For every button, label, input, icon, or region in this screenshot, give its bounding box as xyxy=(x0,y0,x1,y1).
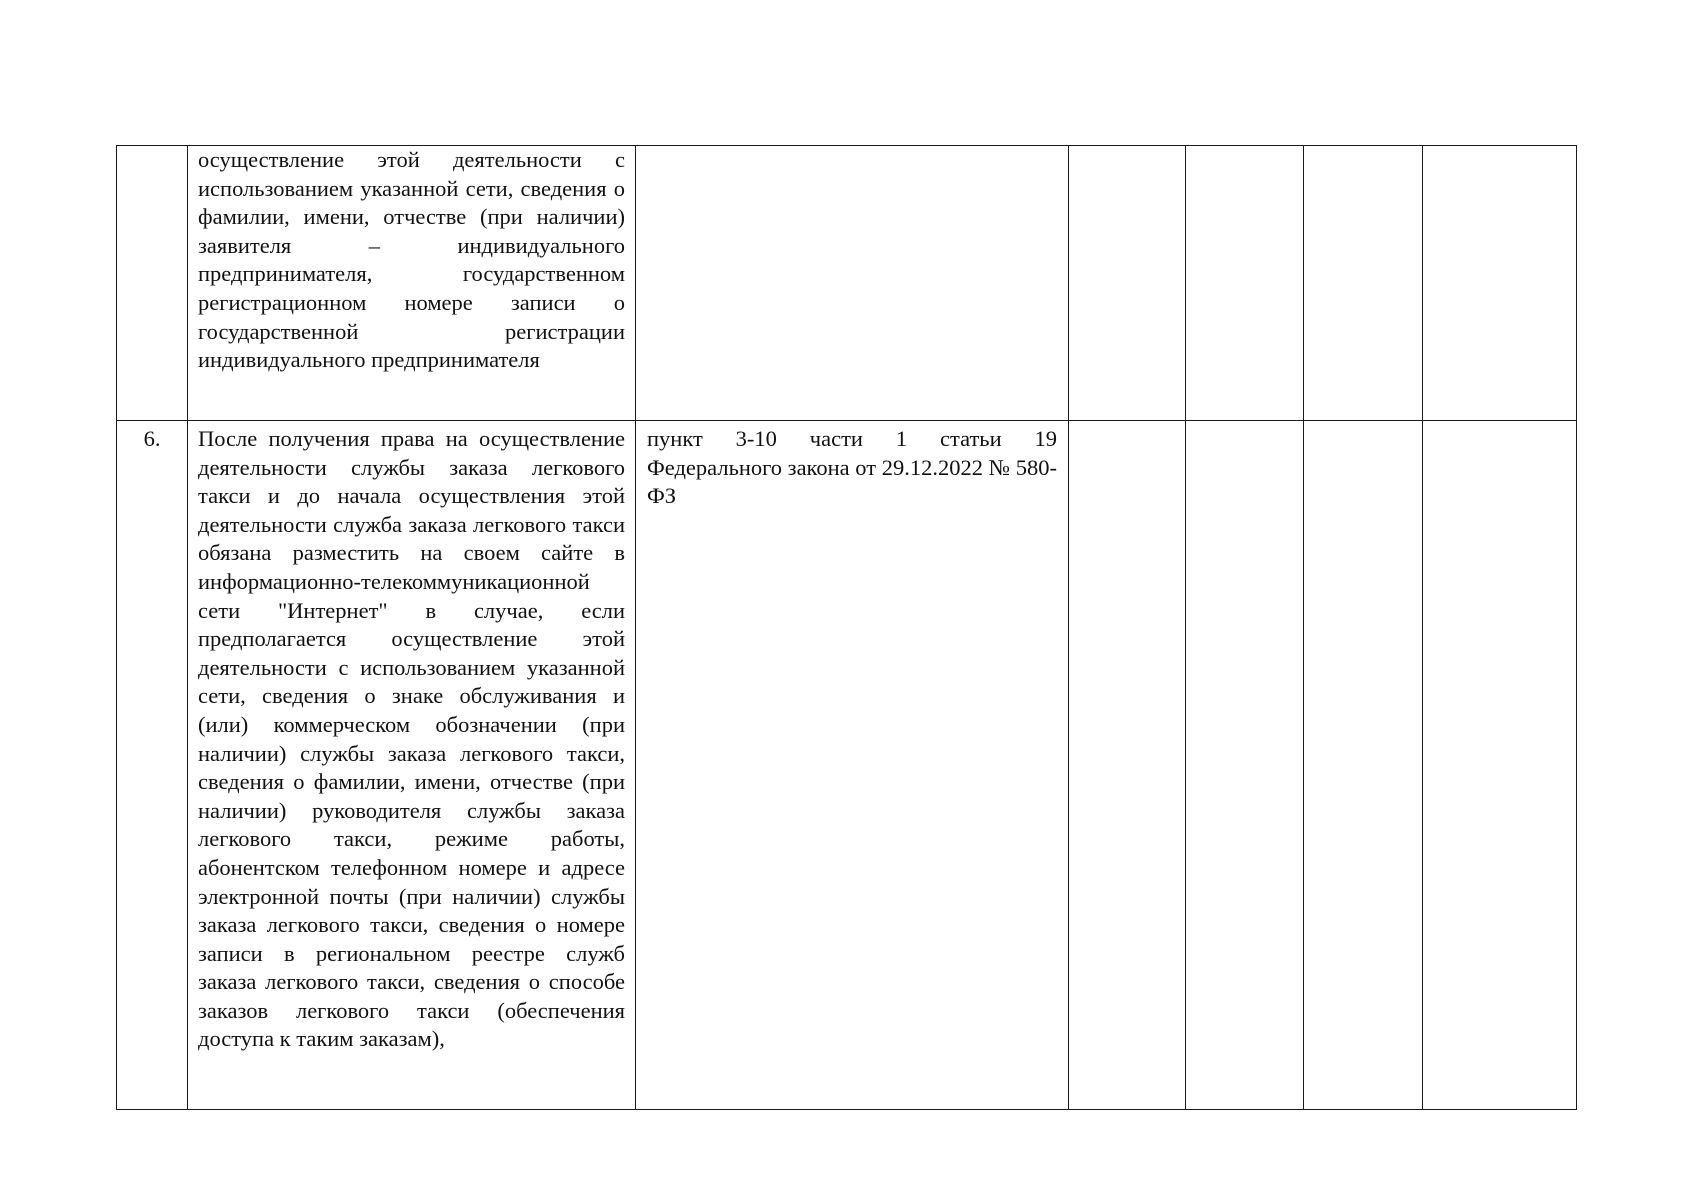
requirement-description: После получения права на осуществление деятельности службы заказа легкового такси и до начала осуществления этой деятельности служба заказа легкового такси обязана разместить на своем сайте в информационно-телекоммуникационной сети "Интернет" в случае, если предполагается осуществление этой деятельности с использованием указанной сети, сведения о знаке обслуживания и (или) коммерческом обозначении (при наличии) службы заказа легкового такси, сведения о фамилии, имени, отчестве (при наличии) руководителя службы заказа легкового такси, режиме работы, абонентском телефонном номере и адресе электронной почты (при наличии) службы заказа легкового такси, сведения о номере записи в региональном реестре служб заказа легкового такси, сведения о способе заказов легкового такси (обеспечения доступа к таким заказам), xyxy=(198,426,625,1052)
empty-cell-col4 xyxy=(1069,421,1186,1110)
table-row xyxy=(117,421,1577,1110)
empty-cell-col6 xyxy=(1304,146,1423,421)
table-row xyxy=(117,146,1577,421)
row-number: 6. xyxy=(143,426,161,451)
legal-basis-cell xyxy=(636,421,1069,1110)
row-number-cell xyxy=(117,146,188,421)
row-number xyxy=(117,146,187,150)
requirement-description-cell xyxy=(188,421,636,1110)
requirement-description: осуществление этой деятельности с использованием указанной сети, сведения о фамилии, имени, отчестве (при наличии) заявителя – индивидуального предпринимателя, государственном регистрационном номере записи о государственной регистрации индивидуального предпринимателя xyxy=(198,147,625,373)
empty-cell-col7 xyxy=(1423,421,1577,1110)
legal-basis-cell xyxy=(636,146,1069,421)
legal-basis: пункт 3-10 части 1 статьи 19 Федерального закона от 29.12.2022 № 580-ФЗ xyxy=(647,426,1057,509)
row-number-cell xyxy=(117,421,188,1110)
empty-cell-col4 xyxy=(1069,146,1186,421)
empty-cell-col5 xyxy=(1186,146,1304,421)
legal-basis xyxy=(636,146,1068,150)
requirement-description-cell xyxy=(188,146,636,421)
empty-cell-col6 xyxy=(1304,421,1423,1110)
empty-cell-col5 xyxy=(1186,421,1304,1110)
empty-cell-col7 xyxy=(1423,146,1577,421)
requirements-table xyxy=(116,145,1577,1110)
